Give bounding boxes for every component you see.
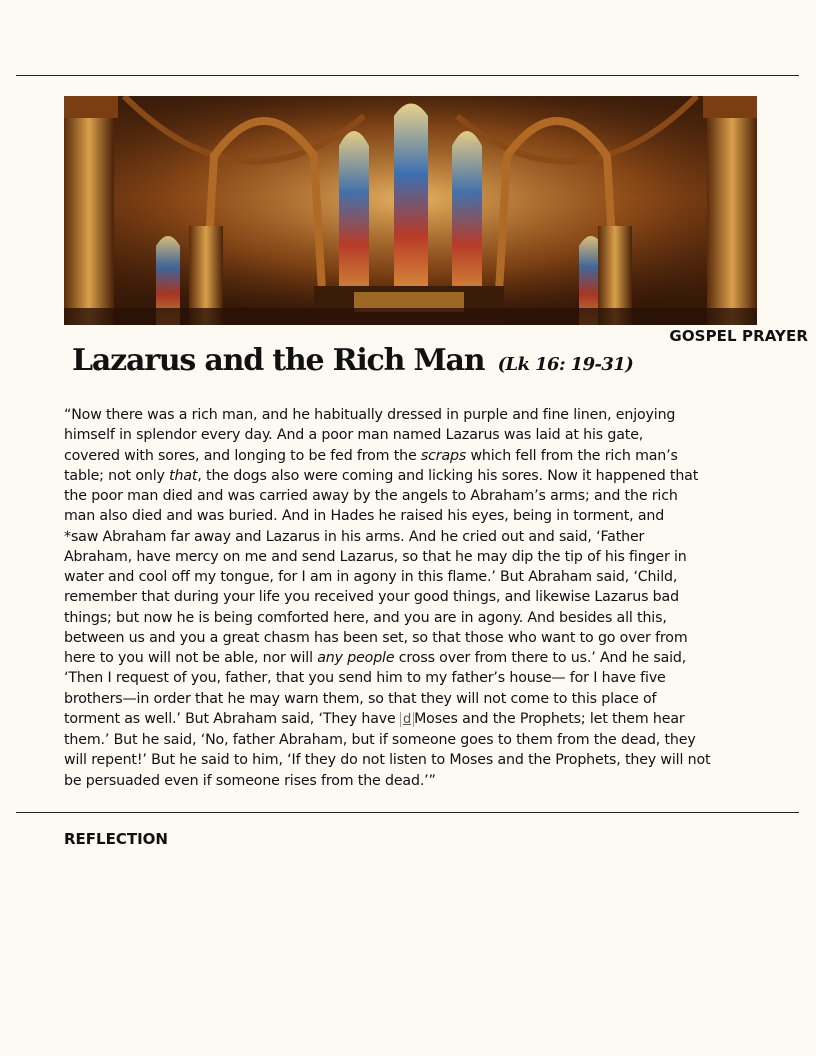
footnote-link[interactable]: d bbox=[400, 712, 414, 727]
scripture-text: man also died and was buried. And in Hades he raised his eyes, being in torment, and bbox=[64, 508, 665, 525]
scripture-text: remember that during your life you received your good things, and likewise Lazarus bad bbox=[64, 589, 679, 606]
scripture-text: which fell from the rich man’s bbox=[466, 447, 678, 464]
scripture-line bbox=[64, 486, 736, 506]
scripture-text: *saw Abraham far away and Lazarus in his arms. And he cried out and said, ‘Father bbox=[64, 528, 645, 545]
scripture-text: here to you will not be able, nor will bbox=[64, 650, 318, 666]
scripture-text: the poor man died and was carried away by the angels to Abraham’s arms; and the rich bbox=[64, 488, 678, 504]
scripture-line bbox=[64, 771, 736, 791]
scripture-text: cross over from there to us.’ And he said, bbox=[394, 650, 687, 666]
reflection-heading: REFLECTION bbox=[64, 830, 168, 848]
scripture-line bbox=[64, 608, 736, 628]
scripture-text: things; but now he is being comforted here, and you are in agony. And besides all this, bbox=[64, 609, 667, 626]
scripture-text: ‘Then I request of you, father, that you send him to my father’s house— for I have five bbox=[64, 670, 666, 687]
scripture-line bbox=[64, 547, 736, 567]
section-divider bbox=[16, 812, 799, 813]
scripture-text: be persuaded even if someone rises from the dead.’” bbox=[64, 772, 436, 789]
scripture-line bbox=[64, 567, 736, 587]
scripture-line bbox=[64, 648, 736, 668]
scripture-text: water and cool off my tongue, for I am in agony in this flame.’ But Abraham said, ‘Child, bbox=[64, 569, 678, 585]
emphasized-text: any people bbox=[317, 650, 395, 666]
page-title bbox=[72, 343, 633, 378]
scripture-line bbox=[64, 750, 736, 770]
scripture-line bbox=[64, 628, 736, 648]
scripture-text: table; not only bbox=[64, 467, 170, 484]
scripture-passage bbox=[64, 405, 736, 791]
scripture-line bbox=[64, 668, 736, 688]
scripture-text: brothers—in order that he may warn them, so that they will not come to this place of bbox=[64, 690, 657, 707]
scripture-line bbox=[64, 425, 736, 445]
scripture-line bbox=[64, 689, 736, 709]
cathedral-illustration bbox=[64, 96, 757, 325]
scripture-line bbox=[64, 730, 736, 750]
scripture-line bbox=[64, 506, 736, 526]
emphasized-text: scraps bbox=[420, 447, 467, 464]
scripture-line bbox=[64, 527, 736, 547]
scripture-text: covered with sores, and longing to be fed from the bbox=[64, 447, 421, 464]
scripture-line bbox=[64, 405, 736, 425]
scripture-reference: (Lk 16: 19-31) bbox=[497, 354, 634, 375]
cathedral-interior-image bbox=[64, 96, 757, 325]
scripture-line bbox=[64, 709, 736, 730]
scripture-text: Moses and the Prophets; let them hear bbox=[414, 710, 685, 727]
scripture-text: Abraham, have mercy on me and send Lazarus, so that he may dip the tip of his finger in bbox=[64, 548, 687, 565]
scripture-text: between us and you a great chasm has been set, so that those who want to go over from bbox=[64, 629, 688, 646]
scripture-text: “Now there was a rich man, and he habitually dressed in purple and fine linen, enjoying bbox=[64, 407, 676, 423]
scripture-text: himself in splendor every day. And a poor man named Lazarus was laid at his gate, bbox=[64, 427, 644, 444]
scripture-line bbox=[64, 466, 736, 486]
scripture-text: will repent!’ But he said to him, ‘If they do not listen to Moses and the Prophets, they will not bbox=[64, 752, 711, 769]
scripture-text: them.’ But he said, ‘No, father Abraham, but if someone goes to them from the dead, they bbox=[64, 732, 696, 748]
scripture-text: , the dogs also were coming and licking his sores. Now it happened that bbox=[197, 467, 699, 484]
section-label: GOSPEL PRAYER bbox=[669, 327, 808, 345]
top-divider bbox=[16, 75, 799, 76]
scripture-line bbox=[64, 446, 736, 466]
scripture-line bbox=[64, 587, 736, 607]
scripture-text: torment as well.’ But Abraham said, ‘They have bbox=[64, 710, 400, 727]
title-main: Lazarus and the Rich Man bbox=[72, 343, 485, 378]
emphasized-text: that bbox=[169, 467, 198, 484]
